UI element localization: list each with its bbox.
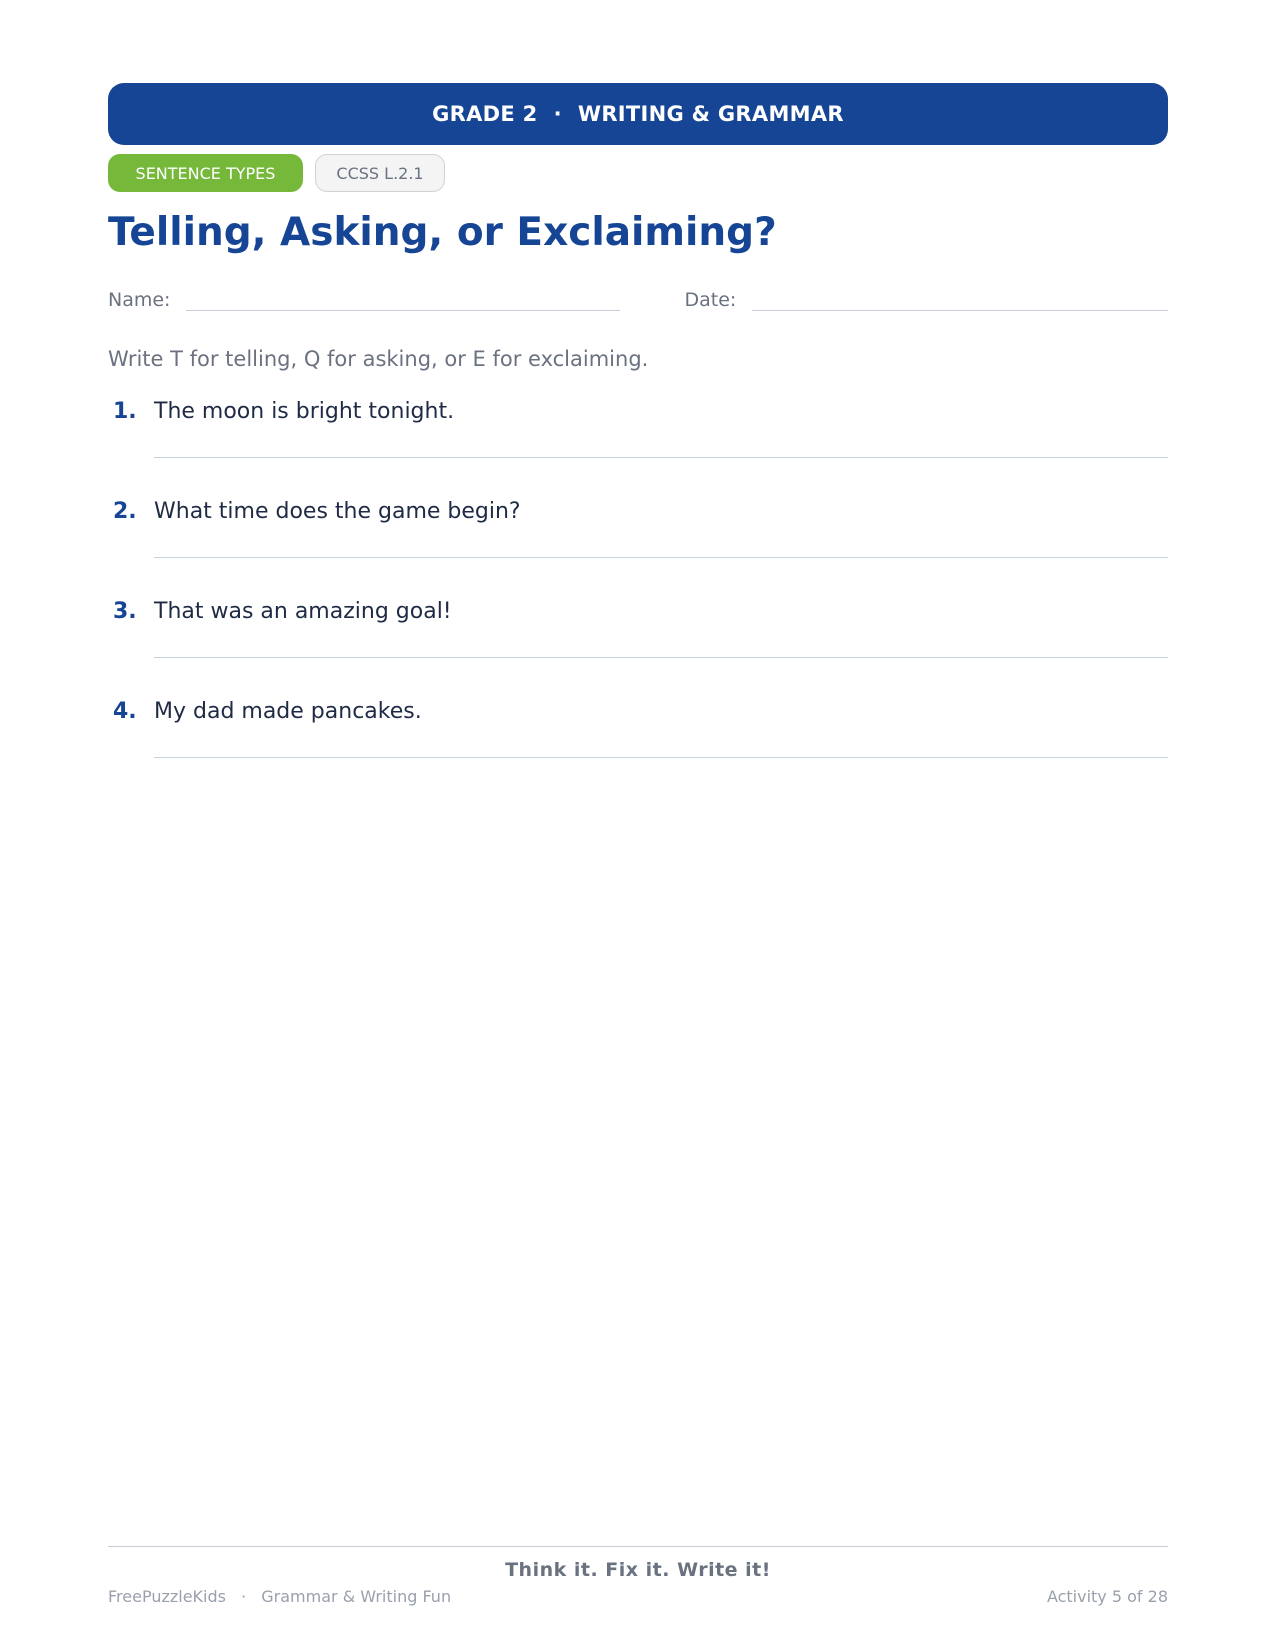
- footer-separator: ·: [241, 1587, 247, 1606]
- date-field[interactable]: [752, 286, 1168, 311]
- answer-line[interactable]: [154, 557, 1168, 558]
- question-text: That was an amazing goal!: [154, 598, 452, 624]
- tag-row: [108, 154, 1168, 192]
- question-number: 3.: [113, 598, 137, 624]
- name-label: Name:: [108, 288, 171, 311]
- question-text: My dad made pancakes.: [154, 698, 422, 724]
- question-item: [108, 693, 1168, 793]
- question-item: [108, 593, 1168, 693]
- question-text: What time does the game begin?: [154, 498, 521, 524]
- footer-motto: Think it. Fix it. Write it!: [505, 1559, 771, 1581]
- date-label: Date:: [684, 288, 737, 311]
- question-number: 2.: [113, 498, 137, 524]
- name-field[interactable]: [186, 286, 620, 311]
- question-item: [108, 493, 1168, 593]
- banner-separator: ·: [553, 102, 562, 126]
- header-banner: [108, 83, 1168, 145]
- question-text: The moon is bright tonight.: [154, 398, 455, 424]
- answer-line[interactable]: [154, 757, 1168, 758]
- question-list: [108, 393, 1168, 793]
- topic-tag: SENTENCE TYPES: [108, 154, 303, 192]
- footer-activity-count: Activity 5 of 28: [1046, 1587, 1168, 1606]
- instructions: Write T for telling, Q for asking, or E for exclaiming.: [108, 346, 649, 371]
- grade-label: GRADE 2: [432, 102, 538, 126]
- footer-brand: FreePuzzleKids: [108, 1587, 226, 1606]
- worksheet-title: Telling, Asking, or Exclaiming?: [108, 210, 777, 255]
- page-footer: [108, 1546, 1168, 1606]
- standard-tag: CCSS L.2.1: [315, 154, 445, 192]
- question-number: 1.: [113, 398, 137, 424]
- subject-label: WRITING & GRAMMAR: [577, 102, 844, 126]
- answer-line[interactable]: [154, 457, 1168, 458]
- answer-line[interactable]: [154, 657, 1168, 658]
- footer-row: [108, 1587, 1168, 1606]
- worksheet-page: [108, 83, 1168, 1613]
- question-item: [108, 393, 1168, 493]
- name-date-row: [108, 283, 1168, 311]
- question-number: 4.: [113, 698, 137, 724]
- footer-series: Grammar & Writing Fun: [261, 1587, 452, 1606]
- footer-brand-group: [108, 1587, 451, 1606]
